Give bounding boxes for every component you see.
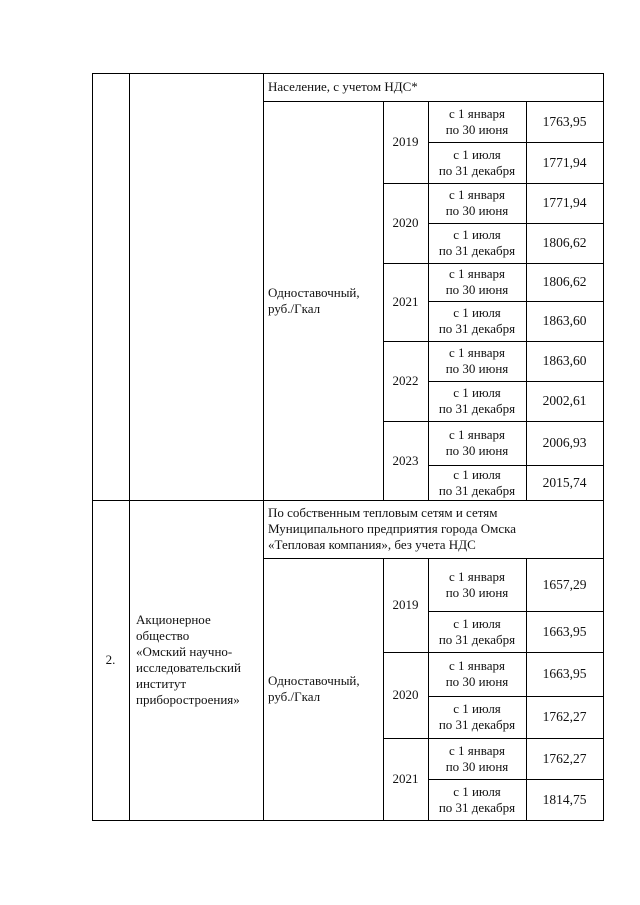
period-cell: с 1 июля по 31 декабря	[438, 783, 516, 815]
period-cell: с 1 июля по 31 декабря	[438, 146, 516, 178]
period-cell: с 1 января по 30 июня	[445, 345, 509, 376]
row-divider	[428, 142, 604, 143]
table-border	[92, 73, 93, 821]
column-divider	[383, 101, 384, 500]
row-divider	[383, 421, 604, 422]
row-divider	[428, 696, 604, 697]
table-border	[92, 73, 604, 74]
column-divider	[383, 558, 384, 821]
row-divider	[263, 558, 604, 559]
tariff-value: 1863,60	[542, 353, 587, 368]
period-cell: с 1 января по 30 июня	[445, 187, 509, 218]
period-cell: с 1 июля по 31 декабря	[438, 305, 516, 336]
year-cell: 2021	[392, 771, 419, 786]
period-cell: с 1 января по 30 июня	[445, 568, 509, 600]
period-cell: с 1 июля по 31 декабря	[438, 615, 516, 647]
period-cell: с 1 июля по 31 декабря	[438, 701, 516, 732]
tariff-value: 1762,27	[542, 750, 587, 766]
period-cell: с 1 июля по 31 декабря	[438, 385, 516, 416]
period-cell: с 1 января по 30 июня	[445, 658, 509, 689]
year-cell: 2019	[392, 134, 419, 149]
row-divider	[383, 341, 604, 342]
row-divider	[428, 223, 604, 224]
year-cell: 2020	[392, 687, 419, 702]
tariff-value: 2015,74	[542, 474, 587, 490]
tariff-value: 1806,62	[542, 235, 587, 250]
period-cell: с 1 января по 30 июня	[445, 742, 509, 774]
row-divider	[383, 738, 604, 739]
row-divider	[428, 465, 604, 466]
table-border	[92, 820, 604, 821]
row-divider	[428, 381, 604, 382]
row-divider	[428, 779, 604, 780]
row-divider	[428, 611, 604, 612]
column-divider	[526, 558, 527, 821]
column-divider	[263, 73, 264, 821]
row-divider	[383, 652, 604, 653]
organization-name: Акционерное общество «Омский научно- исследовательский институт приборостроения»	[136, 612, 241, 707]
tariff-value: 1814,75	[542, 791, 587, 807]
year-cell: 2021	[392, 294, 419, 309]
row-divider	[383, 263, 604, 264]
column-divider	[129, 73, 130, 821]
row-divider	[263, 101, 604, 102]
year-cell: 2020	[392, 215, 419, 230]
tariff-value: 1806,62	[542, 274, 587, 289]
section1-rate-type: Одноставочный, руб./Гкал	[268, 284, 360, 316]
period-cell: с 1 января по 30 июня	[445, 266, 509, 297]
tariff-value: 1771,94	[542, 154, 587, 170]
year-cell: 2019	[392, 597, 419, 612]
tariff-value: 1771,94	[542, 195, 587, 210]
tariff-value: 1657,29	[542, 576, 587, 592]
tariff-value: 1663,95	[542, 666, 587, 681]
tariff-value: 2006,93	[542, 435, 587, 450]
period-cell: с 1 января по 30 июня	[445, 105, 509, 137]
tariff-value: 1663,95	[542, 623, 587, 639]
tariff-value: 1863,60	[542, 313, 587, 328]
row-number: 2.	[105, 652, 116, 667]
period-cell: с 1 июля по 31 декабря	[438, 227, 516, 258]
year-cell: 2022	[392, 373, 419, 388]
period-cell: с 1 июля по 31 декабря	[438, 466, 516, 498]
year-cell: 2023	[392, 452, 419, 468]
section-divider	[92, 500, 604, 501]
section1-header: Население, с учетом НДС*	[268, 79, 418, 94]
row-divider	[428, 301, 604, 302]
tariff-value: 1762,27	[542, 709, 587, 724]
table-border	[603, 73, 604, 821]
tariff-value: 1763,95	[542, 113, 587, 129]
section2-rate-type: Одноставочный, руб./Гкал	[268, 673, 360, 704]
row-divider	[383, 183, 604, 184]
section2-header: По собственным тепловым сетям и сетям Муниципального предприятия города Омска «Тепловая компания», без учета НДС	[268, 505, 517, 552]
period-cell: с 1 января по 30 июня	[445, 427, 509, 458]
column-divider	[428, 558, 429, 821]
tariff-value: 2002,61	[542, 393, 587, 408]
